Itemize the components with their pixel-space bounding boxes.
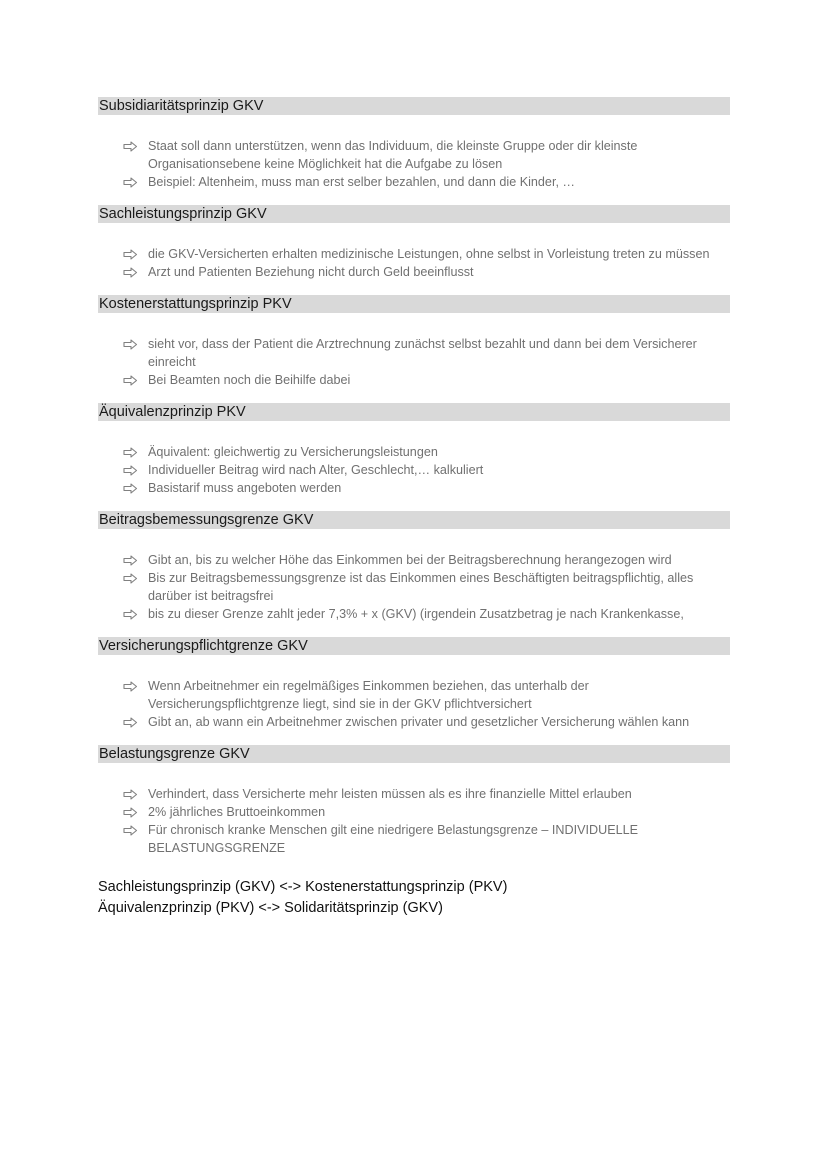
section-heading: Äquivalenzprinzip PKV bbox=[98, 403, 730, 421]
section-kostenerstattungsprinzip bbox=[98, 295, 730, 389]
list-item bbox=[98, 803, 730, 821]
bullet-text: 2% jährliches Bruttoeinkommen bbox=[148, 805, 326, 819]
arrow-right-icon bbox=[123, 263, 139, 281]
list-item bbox=[98, 461, 730, 479]
arrow-right-icon bbox=[123, 785, 139, 803]
summary-line: Sachleistungsprinzip (GKV) <-> Kostenerstattungsprinzip (PKV) bbox=[98, 879, 508, 895]
list-item bbox=[98, 443, 730, 461]
bullet-list bbox=[98, 443, 730, 497]
bullet-text: Wenn Arbeitnehmer ein regelmäßiges Einkommen beziehen, das unterhalb der Versicherungspflichtgrenze liegt, sind sie in der GKV pflichtversichert bbox=[148, 679, 589, 711]
list-item bbox=[98, 785, 730, 803]
section-beitragsbemessungsgrenze bbox=[98, 511, 730, 623]
arrow-right-icon bbox=[123, 551, 139, 569]
bullet-text: Bis zur Beitragsbemessungsgrenze ist das Einkommen eines Beschäftigten beitragspflichtig, alles darüber ist beitragsfrei bbox=[148, 571, 694, 603]
arrow-right-icon bbox=[123, 803, 139, 821]
arrow-right-icon bbox=[123, 335, 139, 353]
list-item bbox=[98, 713, 730, 731]
section-heading: Beitragsbemessungsgrenze GKV bbox=[98, 511, 730, 529]
section-heading: Versicherungspflichtgrenze GKV bbox=[98, 637, 730, 655]
arrow-right-icon bbox=[123, 461, 139, 479]
list-item bbox=[98, 605, 730, 623]
arrow-right-icon bbox=[123, 713, 139, 731]
list-item bbox=[98, 335, 730, 371]
arrow-right-icon bbox=[123, 371, 139, 389]
summary-line: Äquivalenzprinzip (PKV) <-> Solidaritätsprinzip (GKV) bbox=[98, 900, 443, 916]
bullet-text: Staat soll dann unterstützen, wenn das Individuum, die kleinste Gruppe oder dir kleinste Organisationsebene keine Möglichkeit hat die Aufgabe zu lösen bbox=[148, 139, 638, 171]
arrow-right-icon bbox=[123, 605, 139, 623]
list-item bbox=[98, 677, 730, 713]
arrow-right-icon bbox=[123, 821, 139, 839]
summary-block bbox=[98, 877, 730, 919]
section-heading: Kostenerstattungsprinzip PKV bbox=[98, 295, 730, 313]
section-sachleistungsprinzip bbox=[98, 205, 730, 281]
bullet-text: Bei Beamten noch die Beihilfe dabei bbox=[148, 373, 351, 387]
bullet-list bbox=[98, 551, 730, 623]
bullet-text: Äquivalent: gleichwertig zu Versicherungsleistungen bbox=[148, 445, 438, 459]
list-item bbox=[98, 569, 730, 605]
bullet-text: die GKV-Versicherten erhalten medizinische Leistungen, ohne selbst in Vorleistung treten zu müssen bbox=[148, 247, 710, 261]
bullet-list bbox=[98, 137, 730, 191]
bullet-list bbox=[98, 785, 730, 857]
list-item bbox=[98, 821, 730, 857]
bullet-text: Arzt und Patienten Beziehung nicht durch Geld beeinflusst bbox=[148, 265, 474, 279]
arrow-right-icon bbox=[123, 479, 139, 497]
bullet-list bbox=[98, 677, 730, 731]
bullet-text: bis zu dieser Grenze zahlt jeder 7,3% + x (GKV) (irgendein Zusatzbetrag je nach Krankenkasse, bbox=[148, 607, 684, 621]
bullet-text: sieht vor, dass der Patient die Arztrechnung zunächst selbst bezahlt und dann bei dem Versicherer einreicht bbox=[148, 337, 697, 369]
arrow-right-icon bbox=[123, 173, 139, 191]
arrow-right-icon bbox=[123, 245, 139, 263]
arrow-right-icon bbox=[123, 677, 139, 695]
bullet-text: Für chronisch kranke Menschen gilt eine niedrigere Belastungsgrenze – INDIVIDUELLE BELASTUNGSGRENZE bbox=[148, 823, 639, 855]
list-item bbox=[98, 551, 730, 569]
list-item bbox=[98, 263, 730, 281]
section-subsidiaritaetsprinzip bbox=[98, 97, 730, 191]
arrow-right-icon bbox=[123, 569, 139, 587]
list-item bbox=[98, 137, 730, 173]
section-heading: Subsidiaritätsprinzip GKV bbox=[98, 97, 730, 115]
section-heading: Sachleistungsprinzip GKV bbox=[98, 205, 730, 223]
bullet-list bbox=[98, 335, 730, 389]
list-item bbox=[98, 479, 730, 497]
bullet-list bbox=[98, 245, 730, 281]
document-page bbox=[98, 97, 730, 919]
section-heading: Belastungsgrenze GKV bbox=[98, 745, 730, 763]
section-belastungsgrenze bbox=[98, 745, 730, 857]
bullet-text: Basistarif muss angeboten werden bbox=[148, 481, 342, 495]
bullet-text: Gibt an, ab wann ein Arbeitnehmer zwischen privater und gesetzlicher Versicherung wählen kann bbox=[148, 715, 690, 729]
section-aequivalenzprinzip bbox=[98, 403, 730, 497]
bullet-text: Beispiel: Altenheim, muss man erst selber bezahlen, und dann die Kinder, … bbox=[148, 175, 576, 189]
bullet-text: Verhindert, dass Versicherte mehr leisten müssen als es ihre finanzielle Mittel erlauben bbox=[148, 787, 632, 801]
bullet-text: Individueller Beitrag wird nach Alter, Geschlecht,… kalkuliert bbox=[148, 463, 484, 477]
arrow-right-icon bbox=[123, 443, 139, 461]
list-item bbox=[98, 173, 730, 191]
section-versicherungspflichtgrenze bbox=[98, 637, 730, 731]
list-item bbox=[98, 245, 730, 263]
bullet-text: Gibt an, bis zu welcher Höhe das Einkommen bei der Beitragsberechnung herangezogen wird bbox=[148, 553, 672, 567]
arrow-right-icon bbox=[123, 137, 139, 155]
list-item bbox=[98, 371, 730, 389]
